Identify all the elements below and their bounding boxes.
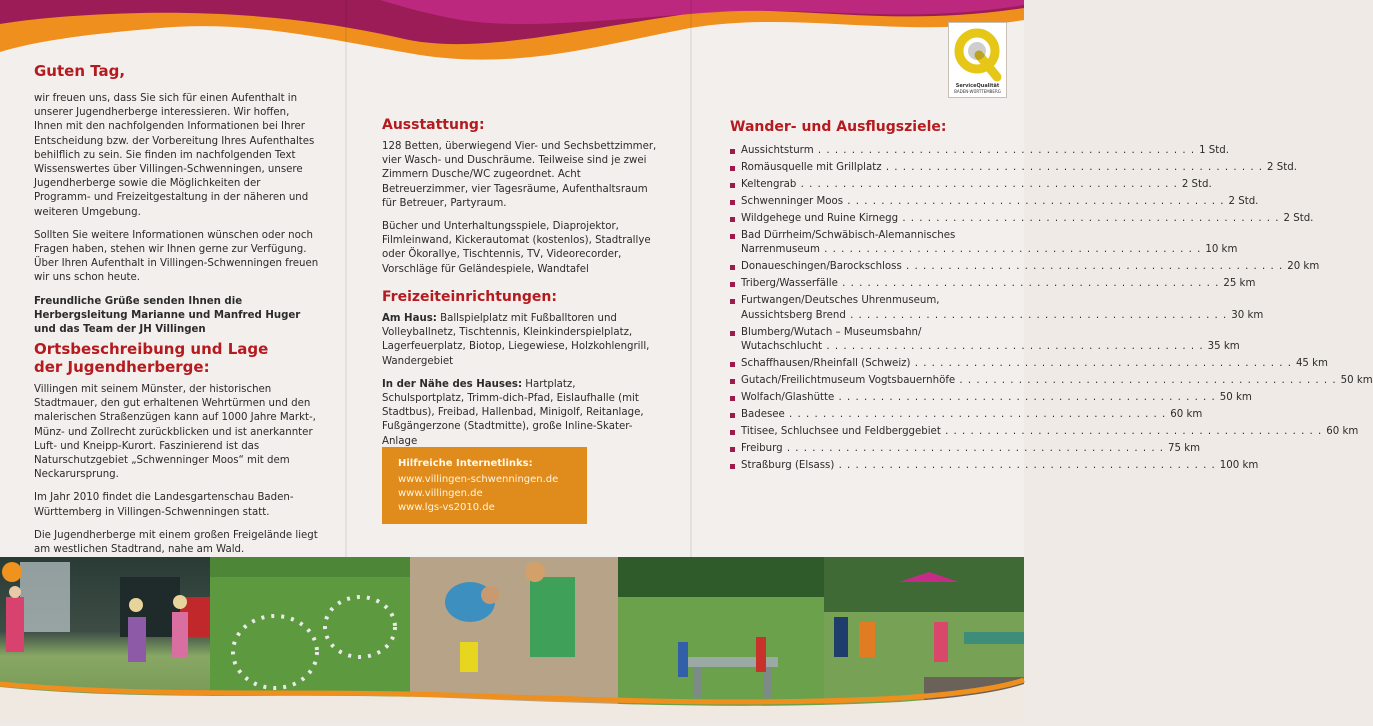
destination-name: Freiburg . . . (741, 442, 1164, 456)
destination-name-line2: Wutachschlucht . . . (741, 340, 1204, 354)
destination-name: Furtwangen/Deutsches Uhrenmuseum, (741, 295, 940, 307)
destination-name: Keltengrab . . . (741, 178, 1178, 192)
destination-name: Blumberg/Wutach – Museumsbahn/ (741, 326, 922, 338)
destination-name: Schaffhausen/Rheinfall (Schweiz) . . . (741, 357, 1292, 371)
destination-distance: 45 km (1295, 358, 1328, 370)
destination-item (730, 229, 1238, 258)
bullet-square-icon (730, 149, 735, 154)
destination-name: Wildgehege und Ruine Kirnegg . . . (741, 212, 1280, 226)
leisure-heading: Freizeiteinrichtungen: (382, 289, 557, 305)
destination-distance: 1 Std. (1199, 145, 1229, 156)
destination-item (730, 195, 1259, 209)
destination-name: Wolfach/Glashütte . . . (741, 391, 1216, 405)
destination-item (730, 178, 1212, 192)
destination-name: Bad Dürrheim/Schwäbisch-Alemannisches (741, 230, 956, 241)
bullet-square-icon (730, 447, 735, 452)
destination-distance: 60 km (1326, 426, 1359, 438)
bullet-square-icon (730, 217, 735, 222)
location-paragraph: Villingen mit seinem Münster, der historischen Stadtmauer, den gut erhaltenen Wehrtürmen und den malerischen Straßenzügen kann auf 1000 Jahre Markt-, Münz- und Zollrecht zurückblicken und ist anerkannter Luft- und Kneipp-Kurort. Faszinierend ist das Naturschutzgebiet „Schwenninger Moos“ mit dem Neckarursprung. (34, 384, 316, 481)
destination-name: Badesee . . . (741, 408, 1166, 422)
q-quality-logo-icon (949, 23, 1006, 83)
quality-logo (948, 22, 1007, 98)
equipment-heading: Ausstattung: (382, 117, 485, 133)
destination-distance: 20 km (1287, 261, 1320, 273)
bullet-square-icon (730, 396, 735, 401)
destination-name: Triberg/Wasserfälle . . . (741, 277, 1219, 291)
destinations-block (730, 118, 1373, 476)
destination-distance: 50 km (1340, 375, 1373, 387)
destination-item (730, 391, 1252, 405)
destination-distance: 2 Std. (1228, 196, 1259, 207)
bullet-square-icon (730, 331, 735, 336)
destination-item (730, 459, 1259, 473)
destination-item (730, 326, 1240, 355)
link-lgs[interactable]: www.lgs-vs2010.de (398, 502, 495, 513)
internet-links-box (382, 447, 587, 524)
destination-name-wrap (741, 294, 1263, 323)
destination-distance: 75 km (1168, 443, 1201, 455)
destination-name: Straßburg (Elsass) . . . (741, 459, 1216, 473)
equipment-block (382, 116, 657, 286)
destination-item (730, 425, 1359, 439)
destination-name: Schwenninger Moos . . . (741, 195, 1225, 209)
destination-item (730, 374, 1373, 388)
bullet-square-icon (730, 299, 735, 304)
destination-name: Gutach/Freilichtmuseum Vogtsbauernhöfe . . . (741, 374, 1337, 388)
intro-paragraph: wir freuen uns, dass Sie sich für einen Aufenthalt in unserer Jugendherberge interessieren. Wir hoffen, Ihnen mit den nachfolgenden Informationen bei Ihrer Entscheidung bzw. der Vorbereitung Ihres Aufenthaltes behilflich zu sein. Sie finden im nachfolgenden Text Wissenswertes über Villingen-Schwenningen, unsere Jugendherberge sowie die Möglichkeiten der Programm- und Freizeitgestaltung in der näheren und weiteren Umgebung. (34, 93, 315, 218)
at-house-paragraph (382, 312, 657, 369)
destination-item (730, 294, 1264, 323)
destination-name-wrap (741, 229, 1237, 258)
leisure-block (382, 288, 657, 458)
near-house-text: Hartplatz, Schulsportplatz, Trimm-dich-Pfad, Eislaufhalle (mit Stadtbus), Freibad, Hallenbad, Minigolf, Reitanlage, Fußgängerzone (Stadtmitte), große Inline-Skater-Anlage (382, 378, 644, 447)
near-house-label: In der Nähe des Hauses: (382, 378, 523, 390)
logo-text-2: BADEN-WÜRTTEMBERG (954, 89, 1001, 94)
destinations-list (730, 144, 1373, 474)
at-house-text: Ballspielplatz mit Fußballtoren und Volleyballnetz, Tischtennis, Kleinkinderspielplatz, Lagerfeuerplatz, Biotop, Liegewiese, Holzkohlengrill, Wandergebiet (382, 313, 650, 367)
links-heading: Hilfreiche Internetlinks: (398, 458, 533, 469)
bullet-square-icon (730, 362, 735, 367)
bullet-square-icon (730, 464, 735, 469)
destination-item (730, 212, 1314, 226)
destination-item (730, 260, 1320, 274)
destination-distance: 2 Std. (1283, 213, 1314, 224)
destination-name: Romäusquelle mit Grillplatz . . . (741, 161, 1263, 175)
destination-item (730, 408, 1203, 422)
bullet-square-icon (730, 234, 735, 239)
bullet-square-icon (730, 183, 735, 188)
near-house-paragraph (382, 378, 657, 449)
equipment-paragraph-1: 128 Betten, überwiegend Vier- und Sechsbettzimmer, vier Wasch- und Duschräume. Teilweise sind je zwei Zimmern Dusche/WC zugeordnet. Acht Betreuerzimmer, vier Tagesräume, Aufenthaltsraum für Betreuer, Partyraum. (382, 141, 657, 209)
bullet-square-icon (730, 265, 735, 270)
bullet-square-icon (730, 166, 735, 171)
destination-name-line2: Aussichtsberg Brend . . . (741, 309, 1227, 323)
destination-distance: 35 km (1207, 341, 1240, 353)
destination-item (730, 277, 1256, 291)
destination-item (730, 357, 1328, 371)
bottom-wave-band (0, 662, 1024, 722)
link-villingen-schwenningen[interactable]: www.villingen-schwenningen.de (398, 474, 559, 485)
location-block (34, 340, 319, 566)
destination-distance: 30 km (1231, 309, 1264, 321)
destination-distance: 2 Std. (1181, 179, 1212, 190)
bullet-square-icon (730, 379, 735, 384)
destination-name: Donaueschingen/Barockschloss . . . (741, 260, 1283, 274)
destination-item (730, 144, 1229, 158)
bullet-square-icon (730, 430, 735, 435)
destination-distance: 100 km (1219, 460, 1259, 472)
destination-distance: 60 km (1170, 409, 1203, 421)
destination-distance: 2 Std. (1267, 162, 1297, 173)
destination-name: Aussichtsturm . . . (741, 144, 1195, 158)
regards-paragraph: Freundliche Grüße senden Ihnen die Herbergsleitung Marianne und Manfred Huger und das Team der JH Villingen (34, 295, 301, 336)
bullet-square-icon (730, 200, 735, 205)
logo-text-1: ServiceQualität (955, 83, 1000, 89)
bullet-square-icon (730, 413, 735, 418)
more-info-paragraph: Sollten Sie weitere Informationen wünschen oder noch Fragen haben, stehen wir Ihnen gerne zur Verfügung. Über Ihren Aufenthalt in Villingen-Schwenningen freuen wir uns schon heute. (34, 229, 319, 284)
destination-distance: 50 km (1219, 392, 1252, 404)
greeting-heading: Guten Tag, (34, 62, 126, 80)
destination-distance: 10 km (1205, 244, 1238, 256)
destination-item (730, 442, 1201, 456)
bullet-square-icon (730, 282, 735, 287)
destination-name: Titisee, Schluchsee und Feldberggebiet . . . (741, 425, 1322, 439)
link-villingen[interactable]: www.villingen.de (398, 488, 483, 499)
equipment-paragraph-2: Bücher und Unterhaltungsspiele, Diaprojektor, Filmleinwand, Kickerautomat (kostenlos), Stadtrallye oder Ökorallye, Tischtennis, TV, Videorecorder, Vorschläge für Geländespiele, Wandtafel (382, 221, 651, 275)
destination-distance: 25 km (1223, 278, 1256, 290)
destination-name-wrap (741, 326, 1240, 355)
destination-item (730, 161, 1297, 175)
destination-name-line2: Narrenmuseum . . . (741, 243, 1201, 257)
destinations-heading: Wander- und Ausflugsziele: (730, 119, 947, 135)
garden-show-paragraph: Im Jahr 2010 findet die Landesgartenschau Baden-Württemberg in Villingen-Schwenningen statt. (34, 492, 294, 518)
greeting-block (34, 62, 319, 346)
at-house-label: Am Haus: (382, 313, 437, 324)
hostel-location-paragraph: Die Jugendherberge mit einem großen Freigelände liegt am westlichen Stadtrand, nahe am Wald. (34, 529, 318, 556)
location-heading: Ortsbeschreibung und Lage der Jugendherberge: (34, 340, 269, 376)
